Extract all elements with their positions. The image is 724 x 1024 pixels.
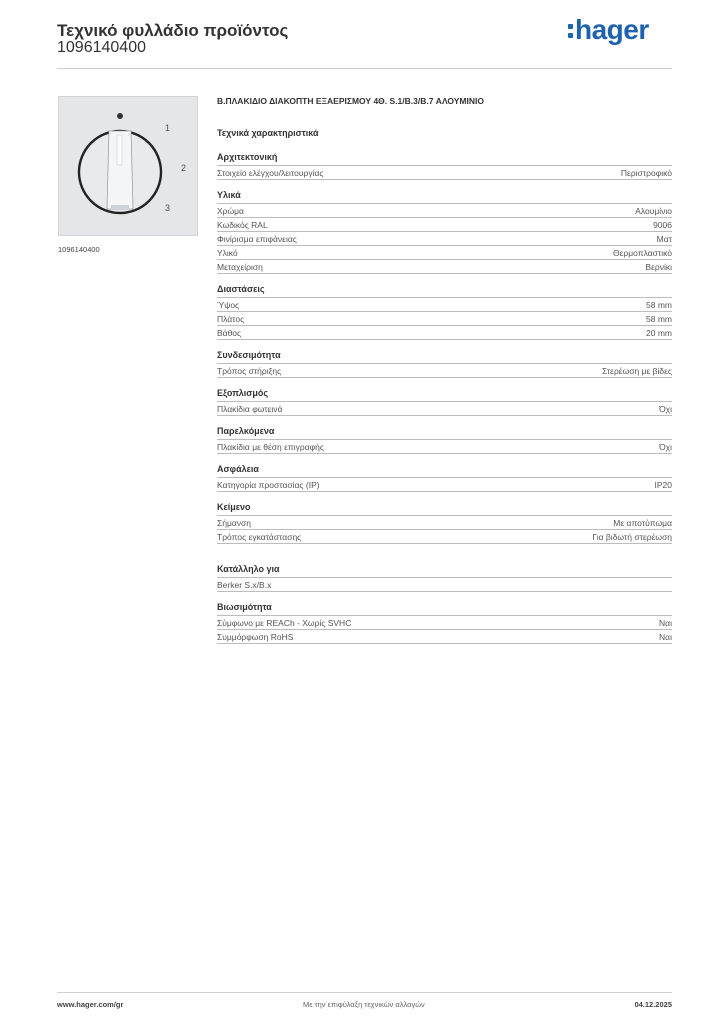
spec-value: Θερμοπλαστικό — [612, 248, 672, 258]
spec-label: Σύμφωνο με REACh - Χωρίς SVHC — [217, 618, 352, 628]
spec-row — [217, 630, 672, 644]
footer-notice: Με την επιφύλαξη τεχνικών αλλαγών — [303, 1000, 425, 1009]
spec-label: Κωδικός RAL — [217, 220, 268, 230]
product-code: 1096140400 — [57, 39, 146, 56]
spec-section — [217, 388, 672, 416]
spec-section — [217, 152, 672, 180]
section-title: Αρχιτεκτονική — [217, 152, 672, 166]
section-title: Εξοπλισμός — [217, 388, 672, 402]
spec-row — [217, 402, 672, 416]
spec-label: Συμμόρφωση RoHS — [217, 632, 294, 642]
extra-sections — [217, 564, 672, 644]
spec-section — [217, 464, 672, 492]
hager-logo — [568, 14, 649, 46]
spec-sections — [217, 152, 672, 544]
spec-label: Φινίρισμα επιφάνειας — [217, 234, 297, 244]
spec-section — [217, 602, 672, 644]
spec-value: Όχι — [659, 442, 672, 452]
spec-label: Πλακίδια φωτεινά — [217, 404, 283, 414]
spec-value: Αλουμίνιο — [635, 206, 672, 216]
spec-row — [217, 204, 672, 218]
spec-row — [217, 232, 672, 246]
spec-row — [217, 516, 672, 530]
spec-value: 20 mm — [646, 328, 672, 338]
spec-label: Berker S.x/B.x — [217, 580, 272, 590]
spec-section — [217, 426, 672, 454]
dial-label-3: 3 — [165, 203, 171, 213]
spec-value: 58 mm — [646, 300, 672, 310]
spec-label: Τρόπος στήριξης — [217, 366, 282, 376]
spec-label: Πλακίδια με θέση επιγραφής — [217, 442, 324, 452]
image-caption: 1096140400 — [58, 245, 100, 254]
spec-label: Ύψος — [217, 300, 240, 310]
section-title: Υλικά — [217, 190, 672, 204]
dial-label-1: 1 — [165, 123, 171, 133]
spec-value: IP20 — [654, 480, 672, 490]
spec-row — [217, 364, 672, 378]
spec-value: 9006 — [653, 220, 672, 230]
spec-row — [217, 298, 672, 312]
spec-row — [217, 326, 672, 340]
section-title: Διαστάσεις — [217, 284, 672, 298]
dial-label-2: 2 — [181, 163, 187, 173]
spec-value: 58 mm — [646, 314, 672, 324]
spec-section — [217, 350, 672, 378]
spec-section — [217, 502, 672, 544]
logo-text: hager — [575, 14, 649, 45]
spec-section — [217, 564, 672, 592]
footer — [57, 992, 672, 1013]
footer-date: 04.12.2025 — [634, 1000, 672, 1009]
spec-row — [217, 260, 672, 274]
section-title: Συνδεσιμότητα — [217, 350, 672, 364]
spec-value: Με αποτύπωμα — [613, 518, 672, 528]
spec-label: Μεταχείριση — [217, 262, 263, 272]
spec-section — [217, 190, 672, 274]
spec-row — [217, 166, 672, 180]
spec-row — [217, 440, 672, 454]
spec-section — [217, 284, 672, 340]
spec-value: Περιστροφικό — [620, 168, 672, 178]
product-image — [58, 96, 198, 236]
section-title: Βιωσιμότητα — [217, 602, 672, 616]
spec-value: Όχι — [659, 404, 672, 414]
section-title: Ασφάλεια — [217, 464, 672, 478]
spec-label: Σήμανση — [217, 518, 252, 528]
spec-row — [217, 218, 672, 232]
spec-label: Βάθος — [217, 328, 242, 338]
spec-value: Βερνίκι — [645, 262, 672, 272]
spec-row — [217, 616, 672, 630]
tech-features-heading: Τεχνικά χαρακτηριστικά — [217, 128, 319, 138]
spec-value: Ναι — [659, 618, 672, 628]
spec-label: Κατηγορία προστασίας (IP) — [217, 480, 320, 490]
spec-content — [217, 96, 672, 654]
spec-value: Ναι — [659, 632, 672, 642]
rotary-switch-icon — [59, 97, 197, 235]
logo-dots-icon — [568, 22, 573, 41]
spec-row — [217, 478, 672, 492]
spec-label: Τρόπος εγκατάστασης — [217, 532, 302, 542]
product-name: Β.ΠΛΑΚΙΔΙΟ ΔΙΑΚΟΠΤΗ ΕΞΑΕΡΙΣΜΟΥ 4Θ. S.1/B.3/B.7 ΑΛΟΥΜΙΝΙΟ — [217, 96, 484, 106]
spec-value: Στερέωση με βίδες — [601, 366, 672, 376]
section-title: Παρελκόμενα — [217, 426, 672, 440]
header-divider — [57, 68, 672, 69]
spec-label: Πλάτος — [217, 314, 245, 324]
spec-value: Ματ — [656, 234, 672, 244]
spec-row — [217, 578, 672, 592]
spec-value: Για βιδωτή στερέωση — [592, 532, 672, 542]
spec-row — [217, 312, 672, 326]
spec-row — [217, 530, 672, 544]
spec-label: Στοιχείο ελέγχου/λειτουργίας — [217, 168, 324, 178]
spec-row — [217, 246, 672, 260]
page-title: Τεχνικό φυλλάδιο προϊόντος — [57, 21, 289, 40]
spec-label: Χρώμα — [217, 206, 244, 216]
footer-website: www.hager.com/gr — [57, 1000, 124, 1009]
section-title: Κατάλληλο για — [217, 564, 672, 578]
section-title: Κείμενο — [217, 502, 672, 516]
spec-label: Υλικό — [217, 248, 238, 258]
